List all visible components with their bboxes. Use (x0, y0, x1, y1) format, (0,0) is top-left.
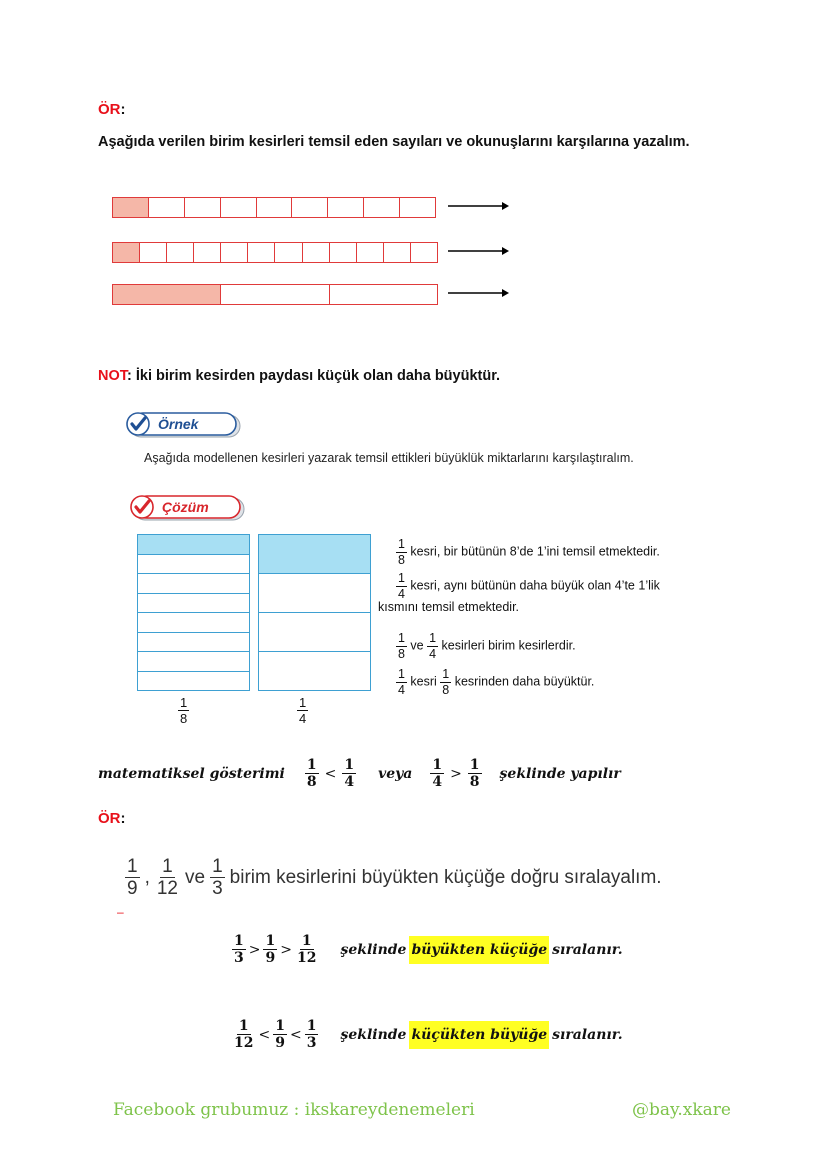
bar-cell (292, 198, 328, 217)
bar-cell (185, 198, 221, 217)
tower-cell (138, 613, 249, 633)
bar-cell (330, 243, 357, 262)
bar-cell (330, 285, 437, 304)
note: NOT: İki birim kesirden paydası küçük olan daha büyüktür. (98, 368, 501, 384)
tower-cell-filled (259, 535, 370, 574)
tower-cell (138, 574, 249, 594)
ornek-badge (122, 410, 244, 442)
ordering-1: $\frac{1}{3}$ > $\frac{1}{9}$ > $\frac{1}{12}$ şeklinde büyükten küçüğe sıralanır. (234, 933, 623, 966)
tower-cell (138, 652, 249, 672)
cozum-badge-label: Çözüm (162, 499, 209, 515)
red-dash: – (117, 905, 124, 919)
fraction-bar (112, 197, 436, 218)
tower-cell (138, 594, 249, 614)
arrow-icon (448, 288, 510, 298)
tower-cell-filled (138, 535, 249, 555)
explanation-line-2: $\frac{1}{4}$ kesri, aynı bütünün daha büyük olan 4’te 1’lik (398, 571, 660, 601)
footer-facebook-group: Facebook grubumuz : ikskareydenemeleri (113, 1100, 475, 1120)
bar-cell (221, 243, 248, 262)
explanation-line-1: $\frac{1}{8}$ kesri, bir bütünün 8’de 1’ini temsil etmektedir. (398, 537, 660, 567)
fraction-bar (112, 284, 438, 305)
arrow-icon (448, 201, 510, 211)
arrow-icon (448, 246, 510, 256)
footer-handle: @bay.xkare (632, 1100, 731, 1120)
highlight-buyukten-kucuge: büyükten küçüğe (409, 936, 549, 964)
bar-cell (411, 243, 437, 262)
tower-label-2: $\frac{1}{4}$ (299, 695, 307, 726)
example-label: ÖR: (98, 101, 126, 118)
tower-cell (138, 672, 249, 691)
explanation-line-3: $\frac{1}{8}$ ve $\frac{1}{4}$ kesirleri birim kesirlerdir. (398, 631, 576, 661)
explanation-line-4: $\frac{1}{4}$ kesri $\frac{1}{8}$ kesrinden daha büyüktür. (398, 667, 595, 697)
cozum-badge (126, 493, 248, 525)
bar-cell (400, 198, 435, 217)
bar-cell (303, 243, 330, 262)
bar-cell (248, 243, 275, 262)
tower-cell (259, 574, 370, 613)
bar-cell-filled (113, 243, 140, 262)
fraction-bar (112, 242, 438, 263)
bar-cell (275, 243, 302, 262)
bar-cell-filled (113, 198, 149, 217)
tower-cell (138, 633, 249, 653)
bar-cell (257, 198, 293, 217)
bar-cell-filled (113, 285, 221, 304)
math-prefix: matematiksel gösterimi (98, 765, 285, 782)
highlight-kucukten-buyuge: küçükten büyüğe (409, 1021, 549, 1049)
bar-cell (221, 285, 329, 304)
bar-cell (140, 243, 167, 262)
fraction-tower (258, 534, 371, 691)
fraction-tower (137, 534, 250, 691)
bar-cell (357, 243, 384, 262)
tower-cell (138, 555, 249, 575)
tower-cell (259, 613, 370, 652)
math-representation: matematiksel gösterimi $\frac{1}{8}$ < $\frac{1}{4}$ veya $\frac{1}{4}$ > $\frac{1}{8}$ şeklinde yapılır (98, 757, 621, 790)
example2-label: ÖR: (98, 810, 126, 827)
bar-cell (364, 198, 400, 217)
explanation-line-2b: kısmını temsil etmektedir. (378, 600, 520, 614)
bar-cell (384, 243, 411, 262)
ornek-text: Aşağıda modellenen kesirleri yazarak temsil ettikleri büyüklük miktarlarını karşılaştıralım. (144, 451, 634, 465)
bar-cell (149, 198, 185, 217)
ordering-2: $\frac{1}{12}$ < $\frac{1}{9}$ < $\frac{1}{3}$ şeklinde küçükten büyüğe sıralanır. (234, 1018, 623, 1051)
bar-cell (328, 198, 364, 217)
example-instruction: Aşağıda verilen birim kesirleri temsil eden sayıları ve okunuşlarını karşılarına yazalım. (98, 134, 690, 150)
bar-cell (221, 198, 257, 217)
bar-cell (167, 243, 194, 262)
ornek-badge-label: Örnek (158, 416, 199, 432)
example2-question: $\frac{1}{9}$ , $\frac{1}{12}$ ve $\frac{1}{3}$ birim kesirlerini büyükten küçüğe doğru sıralayalım. (127, 856, 662, 899)
tower-cell (259, 652, 370, 690)
bar-cell (194, 243, 221, 262)
tower-label-1: $\frac{1}{8}$ (180, 695, 188, 726)
